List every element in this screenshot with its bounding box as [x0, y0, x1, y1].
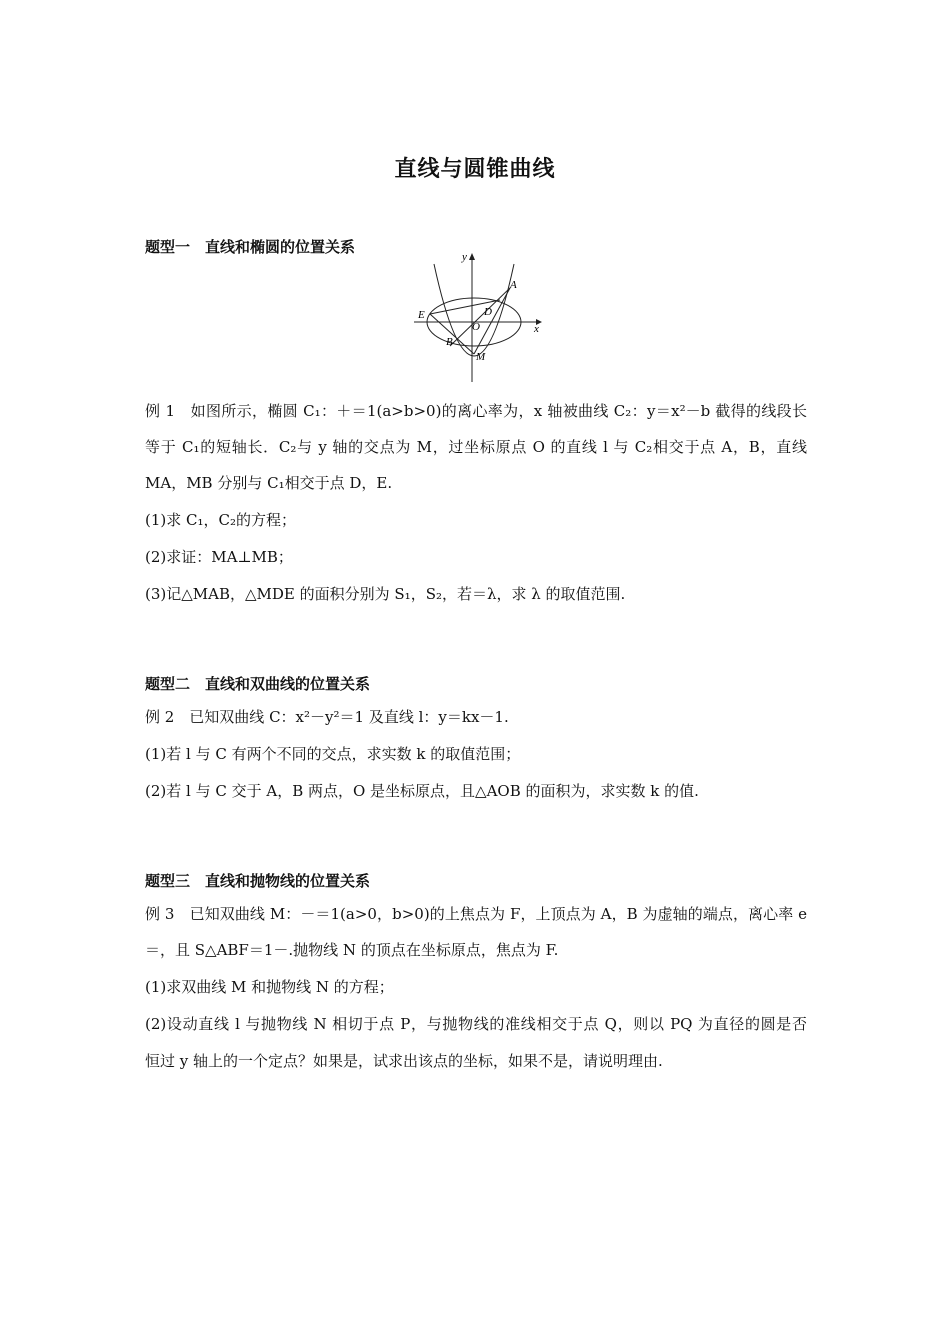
section-heading-1: 题型一 直线和椭圆的位置关系 — [145, 238, 356, 256]
label-m: M — [476, 351, 486, 363]
example-1-line-3: MA，MB 分别与 C₁相交于点 D，E. — [145, 474, 393, 492]
y-axis-arrow — [469, 253, 475, 260]
example-3-question-2-line-2: 恒过 y 轴上的一个定点？如果是，试求出该点的坐标，如果不是，请说明理由. — [145, 1052, 663, 1070]
example-3-question-2-line-1: (2)设动直线 l 与抛物线 N 相切于点 P，与抛物线的准线相交于点 Q，则以 PQ 为直径的圆是否 — [145, 1015, 807, 1033]
example-1-line-1: 例 1 如图所示，椭圆 C₁：＋＝1(a>b>0)的离心率为，x 轴被曲线 C₂：y＝x²－b 截得的线段长 — [145, 402, 807, 420]
label-d: D — [484, 306, 492, 318]
example-1-line-2: 等于 C₁的短轴长．C₂与 y 轴的交点为 M，过坐标原点 O 的直线 l 与 C₂相交于点 A，B，直线 — [145, 438, 807, 456]
label-b: B — [446, 336, 453, 348]
example-1-question-3: (3)记△MAB，△MDE 的面积分别为 S₁，S₂，若＝λ，求 λ 的取值范围. — [145, 585, 626, 603]
label-y: y — [462, 251, 467, 263]
example-3-line-2: ＝，且 S△ABF＝1－.抛物线 N 的顶点在坐标原点，焦点为 F. — [145, 941, 559, 959]
section-heading-3: 题型三 直线和抛物线的位置关系 — [145, 872, 371, 890]
ellipse-parabola-figure — [408, 248, 548, 388]
example-3-question-1: (1)求双曲线 M 和抛物线 N 的方程； — [145, 978, 394, 996]
page-title: 直线与圆锥曲线 — [394, 157, 556, 182]
label-a: A — [510, 279, 517, 291]
label-e: E — [418, 309, 425, 321]
label-o: O — [472, 321, 480, 333]
label-x: x — [534, 323, 539, 335]
line-me — [430, 314, 474, 354]
example-2-question-1: (1)若 l 与 C 有两个不同的交点，求实数 k 的取值范围； — [145, 745, 521, 763]
example-2-line-1: 例 2 已知双曲线 C：x²－y²＝1 及直线 l：y＝kx－1. — [145, 708, 509, 726]
example-2-question-2: (2)若 l 与 C 交于 A，B 两点，O 是坐标原点，且△AOB 的面积为，求实数 k 的值. — [145, 782, 699, 800]
example-3-line-1: 例 3 已知双曲线 M：－＝1(a>0，b>0)的上焦点为 F，上顶点为 A，B 为虚轴的端点，离心率 e — [145, 905, 807, 923]
section-heading-2: 题型二 直线和双曲线的位置关系 — [145, 675, 371, 693]
example-1-question-2: (2)求证：MA⊥MB； — [145, 548, 293, 566]
example-1-question-1: (1)求 C₁，C₂的方程； — [145, 511, 296, 529]
line-l — [450, 288, 510, 346]
